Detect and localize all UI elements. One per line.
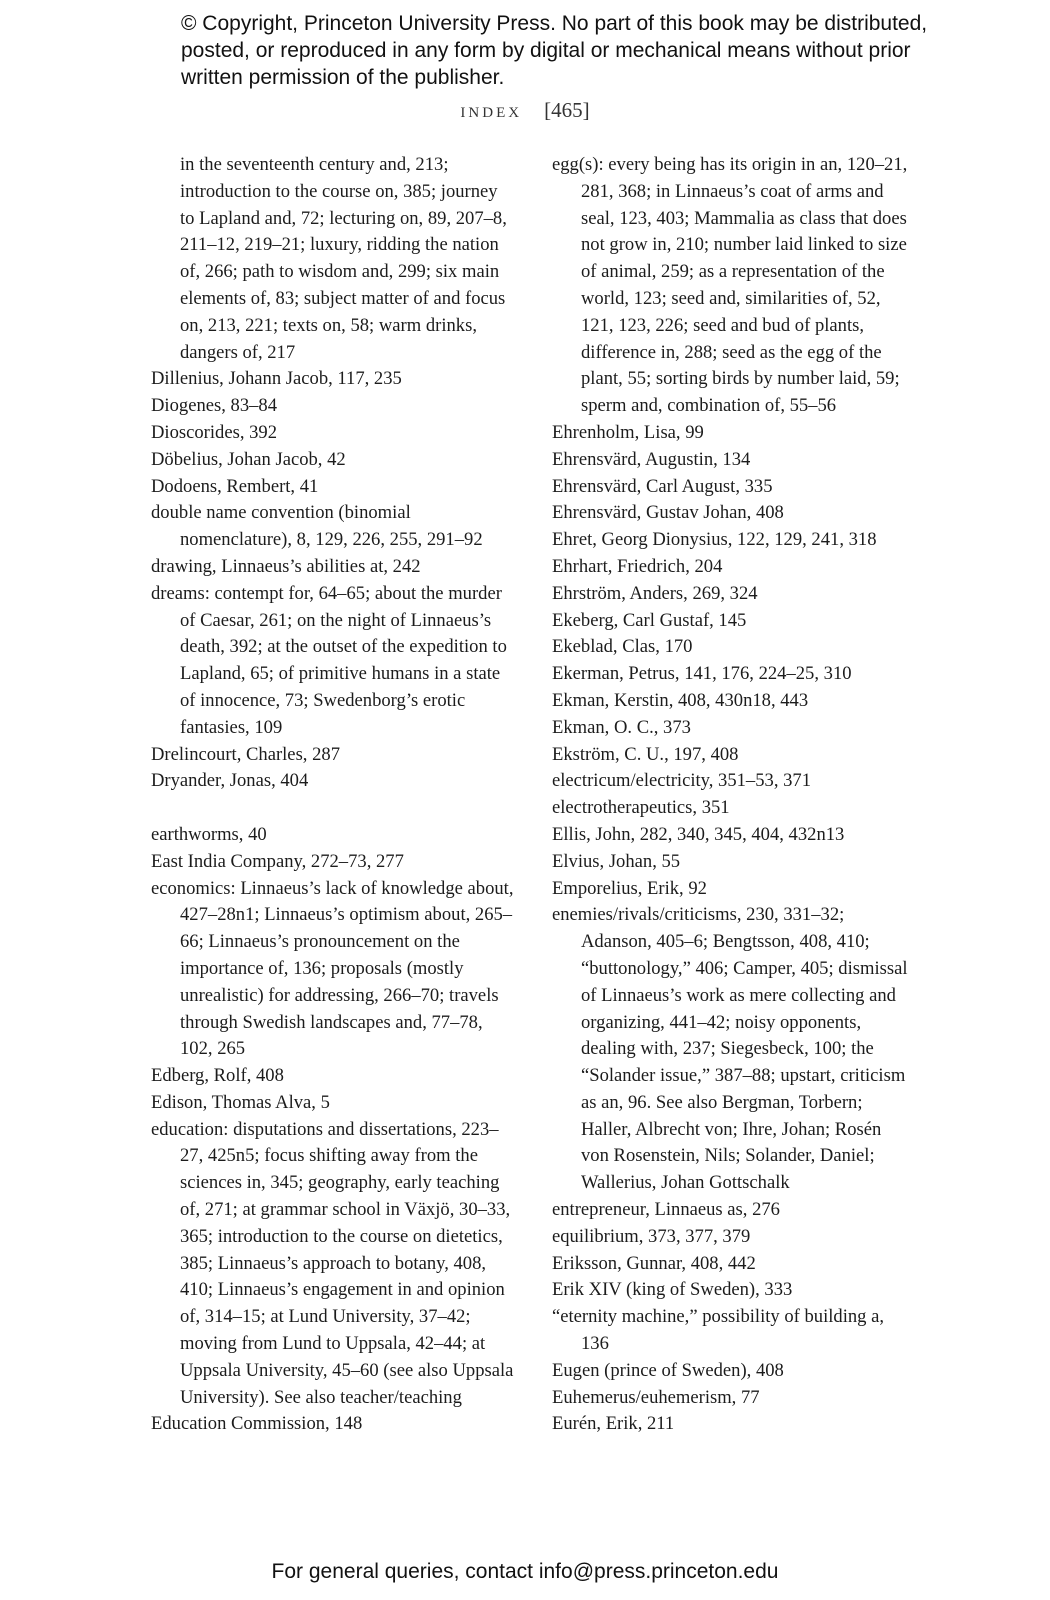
index-entry: equilibrium, 373, 377, 379 <box>552 1225 751 1247</box>
index-entry: Edberg, Rolf, 408 <box>151 1065 284 1087</box>
index-entry: Ekeblad, Clas, 170 <box>552 636 693 658</box>
index-entry: “eternity machine,” possibility of building a, 136 <box>552 1306 885 1355</box>
index-entry: Dillenius, Johann Jacob, 117, 235 <box>151 368 402 390</box>
page-number: [465] <box>544 98 590 122</box>
index-entry: Ehrensvärd, Augustin, 134 <box>552 448 751 470</box>
index-entry: double name convention (binomial nomenclature), 8, 129, 226, 255, 291–92 <box>151 502 483 551</box>
index-entry: Elvius, Johan, 55 <box>552 850 681 872</box>
index-entry: Ehret, Georg Dionysius, 122, 129, 241, 318 <box>552 529 877 551</box>
index-entry: electrotherapeutics, 351 <box>552 797 730 819</box>
index-section-gap <box>151 795 516 822</box>
index-entry: education: disputations and dissertations, 223–27, 425n5; focus shifting away from the sciences in, 345; geography, early teaching of, 271; at grammar school in Växjö, 30–33, 365; introduction to the course on dietetics, 385; Linnaeus’s approach to botany, 408, 410; Linnaeus’s engagement in and opinion of, 314–15; at Lund University, 37–42; moving from Lund to Uppsala, 42–44; at Uppsala University, 45–60 (see also Uppsala University). See also teacher/teaching <box>151 1118 514 1408</box>
index-entry: Drelincourt, Charles, 287 <box>151 743 340 765</box>
index-entry: Ekman, Kerstin, 408, 430n18, 443 <box>552 689 809 711</box>
index-column-left <box>151 152 516 1438</box>
index-entry: electricum/electricity, 351–53, 371 <box>552 770 812 792</box>
index-entry: Ehrhart, Friedrich, 204 <box>552 555 723 577</box>
index-entry: dreams: contempt for, 64–65; about the murder of Caesar, 261; on the night of Linnaeus’s death, 392; at the outset of the expedition to Lapland, 65; of primitive humans in a state of innocence, 73; Swedenborg’s erotic fantasies, 109 <box>151 582 507 738</box>
running-head-label: INDEX <box>460 105 523 121</box>
index-entry: Ehrensvärd, Carl August, 335 <box>552 475 773 497</box>
index-entry: Ekström, C. U., 197, 408 <box>552 743 739 765</box>
index-entry: enemies/rivals/criticisms, 230, 331–32; Adanson, 405–6; Bengtsson, 408, 410; “buttonology,” 406; Camper, 405; dismissal of Linnaeus’s work as mere collecting and organizing, 441–42; noisy opponents, dealing with, 237; Siegesbeck, 100; the “Solander issue,” 387–88; upstart, criticism as an, 96. See also Bergman, Torbern; Haller, Albrecht von; Ihre, Johan; Rosén von Rosenstein, Nils; Solander, Daniel; Wallerius, Johan Gottschalk <box>552 904 908 1194</box>
index-entry: Ekeberg, Carl Gustaf, 145 <box>552 609 747 631</box>
index-entry: Dryander, Jonas, 404 <box>151 770 309 792</box>
index-entry: economics: Linnaeus’s lack of knowledge about, 427–28n1; Linnaeus’s optimism about, 265–66; Linnaeus’s pronouncement on the importance of, 136; proposals (mostly unrealistic) for addressing, 266–70; travels through Swedish landscapes and, 77–78, 102, 265 <box>151 877 514 1060</box>
index-entry: Ehrensvärd, Gustav Johan, 408 <box>552 502 784 524</box>
index-entry: Erik XIV (king of Sweden), 333 <box>552 1279 793 1301</box>
index-entry: Döbelius, Johan Jacob, 42 <box>151 448 346 470</box>
index-entry: Diogenes, 83–84 <box>151 395 278 417</box>
index-entry: entrepreneur, Linnaeus as, 276 <box>552 1199 780 1221</box>
index-entry: Emporelius, Erik, 92 <box>552 877 707 899</box>
index-entry-continuation: in the seventeenth century and, 213; introduction to the course on, 385; journey to Lapland and, 72; lecturing on, 89, 207–8, 211–12, 219–21; luxury, ridding the nation of, 266; path to wisdom and, 299; six main elements of, 83; subject matter of and focus on, 213, 221; texts on, 58; warm drinks, dangers of, 217 <box>180 154 507 363</box>
index-column-right <box>552 152 912 1438</box>
footer-contact: For general queries, contact info@press.princeton.edu <box>271 1560 779 1583</box>
index-entry: Eurén, Erik, 211 <box>552 1413 675 1435</box>
index-entry: Ekerman, Petrus, 141, 176, 224–25, 310 <box>552 663 852 685</box>
index-entry: East India Company, 272–73, 277 <box>151 850 404 872</box>
index-entry: Eugen (prince of Sweden), 408 <box>552 1359 784 1381</box>
index-entry: earthworms, 40 <box>151 823 267 845</box>
index-entry: Dioscorides, 392 <box>151 421 278 443</box>
index-entry: Ehrenholm, Lisa, 99 <box>552 421 704 443</box>
index-entry: Edison, Thomas Alva, 5 <box>151 1091 330 1113</box>
index-entry: Ehrström, Anders, 269, 324 <box>552 582 758 604</box>
index-entry: drawing, Linnaeus’s abilities at, 242 <box>151 555 421 577</box>
index-entry: Ellis, John, 282, 340, 345, 404, 432n13 <box>552 823 845 845</box>
copyright-notice: © Copyright, Princeton University Press. No part of this book may be distributed, posted, or reproduced in any form by digital or mechanical means without prior written permission of the publisher. <box>181 12 928 89</box>
index-entry: Dodoens, Rembert, 41 <box>151 475 319 497</box>
index-entry: Eriksson, Gunnar, 408, 442 <box>552 1252 756 1274</box>
index-entry: Euhemerus/euhemerism, 77 <box>552 1386 760 1408</box>
index-entry: egg(s): every being has its origin in an, 120–21, 281, 368; in Linnaeus’s coat of arms and seal, 123, 403; Mammalia as class that does not grow in, 210; number laid linked to size of animal, 259; as a representation of the world, 123; seed and, similarities of, 52, 121, 123, 226; seed and bud of plants, difference in, 288; seed as the egg of the plant, 55; sorting birds by number laid, 59; sperm and, combination of, 55–56 <box>552 154 908 417</box>
index-entry: Ekman, O. C., 373 <box>552 716 691 738</box>
index-entry: Education Commission, 148 <box>151 1413 363 1435</box>
running-head <box>0 98 1050 123</box>
